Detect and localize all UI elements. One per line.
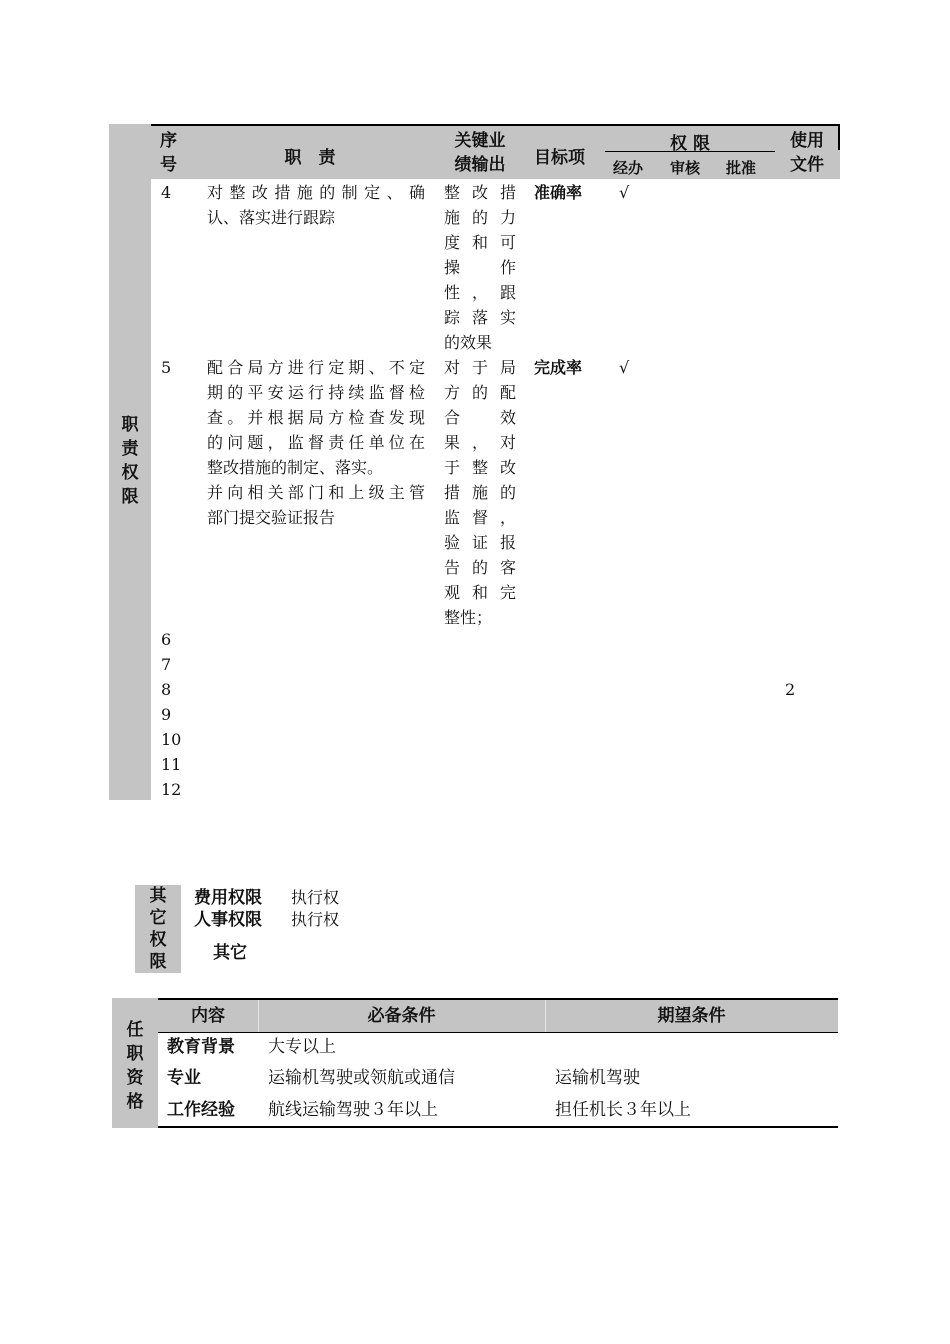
header-desired: 期望条件 [657, 1006, 726, 1026]
header-required: 必备条件 [367, 1006, 436, 1026]
personnel-authority-label: 人事权限 [194, 910, 262, 930]
experience-label: 工作经验 [167, 1100, 235, 1120]
row-seq: 4 [161, 183, 172, 202]
seq-number: 6 [161, 630, 172, 649]
row-target: 准确率 [534, 183, 583, 202]
other-authority-side-text: 其 它 权 限 [149, 886, 167, 972]
header-content: 内容 [191, 1006, 225, 1026]
row-target: 完成率 [534, 358, 583, 377]
row-duty: 对整改措施的制定、确 认、落实进行跟踪 [207, 183, 425, 227]
header-target: 目标项 [534, 148, 585, 168]
header-key-output: 关键业 绩输出 [454, 131, 506, 175]
expense-authority-value: 执行权 [291, 888, 340, 907]
experience-required: 航线运输驾驶３年以上 [268, 1100, 438, 1120]
seq-number: 12 [161, 780, 182, 799]
major-label: 专业 [167, 1068, 201, 1088]
seq-number: 8 [161, 680, 172, 699]
expense-authority-label: 费用权限 [194, 888, 262, 908]
other-label: 其它 [213, 943, 247, 963]
row-key-output: 对于局 方的配 合 效 果，对 于整改 措施的 监督， 验证报 告的客 观和完 整性； [444, 358, 516, 627]
duty-authority-side-text: 职 责 权 限 [121, 415, 139, 507]
row-handle-check: √ [619, 183, 630, 202]
personnel-authority-value: 执行权 [291, 910, 340, 929]
header-authority: 权 限 [670, 134, 710, 154]
header-documents: 使用 文件 [790, 131, 824, 175]
education-label: 教育背景 [167, 1037, 235, 1057]
seq-number: 9 [161, 705, 172, 724]
documents-value: 2 [785, 680, 796, 699]
empty-seq-list [161, 627, 181, 802]
experience-desired: 担任机长３年以上 [555, 1100, 691, 1120]
row-seq: 5 [161, 358, 172, 377]
seq-number: 7 [161, 655, 172, 674]
major-desired: 运输机驾驶 [555, 1068, 640, 1088]
row-handle-check: √ [619, 358, 630, 377]
seq-number: 11 [161, 755, 182, 774]
qualification-bottom-rule [158, 1126, 838, 1128]
seq-number: 10 [161, 730, 182, 749]
header-approve: 批准 [726, 159, 757, 177]
major-required: 运输机驾驶或领航或通信 [268, 1068, 455, 1088]
qualification-side-text: 任 职 资 格 [126, 1020, 144, 1112]
row-duty: 配合局方进行定期、不定 期的平安运行持续监督检 查。并根据局方检查发现 的问题，监督责任单位在 整改措施的制定、落实。 并向相关部门和上级主管 部门提交验证报告 [207, 358, 425, 527]
education-required: 大专以上 [268, 1037, 336, 1057]
header-handle: 经办 [613, 159, 644, 177]
header-duty: 职 责 [284, 148, 336, 168]
header-review: 审核 [670, 159, 701, 177]
row-key-output: 整改措 施的力 度和可 操 作 性，跟 踪落实 的效果 [444, 183, 516, 352]
header-seq: 序 号 [160, 131, 177, 175]
